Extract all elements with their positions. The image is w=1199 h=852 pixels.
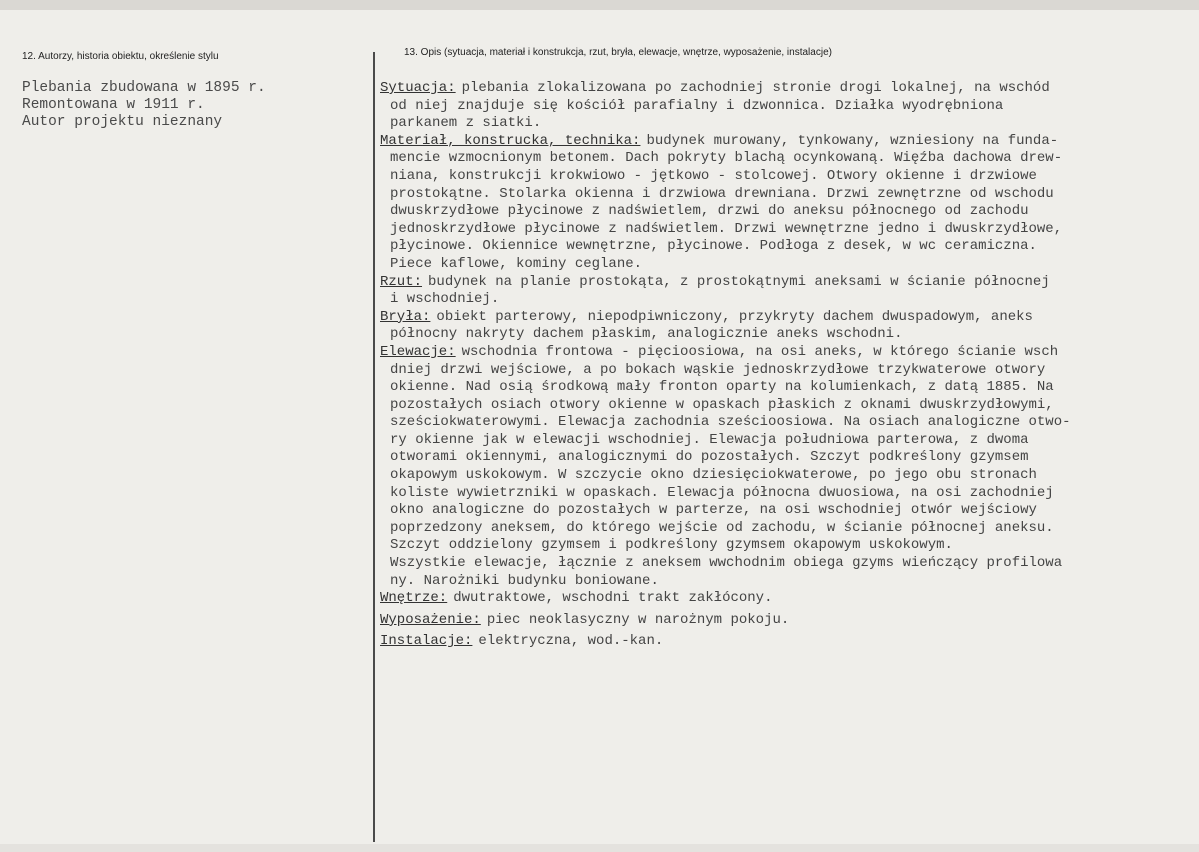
history-line: Plebania zbudowana w 1895 r.: [22, 80, 266, 96]
bryla-section: [380, 309, 1192, 327]
wyposazenie-section: [380, 612, 1192, 630]
elewacje-label: Elewacje:: [380, 343, 456, 360]
bryla-label: Bryła:: [380, 308, 431, 325]
wnetrze-section: [380, 590, 1192, 608]
text-line: Wszystkie elewacje, łącznie z aneksem wwchodnim obiega gzyms wieńczący profilowa: [390, 555, 1063, 572]
rzut-label: Rzut:: [380, 273, 423, 290]
history-column: [22, 80, 362, 131]
text-line: otworami okiennymi, analogicznymi do pozostałych. Szczyt podkreślony gzymsem: [390, 449, 1029, 466]
wyposazenie-label: Wyposażenie:: [380, 611, 481, 628]
text-line: Piece kaflowe, kominy ceglane.: [390, 255, 643, 272]
text-line: dwuskrzydłowe płycinowe z nadświetlem, drzwi do aneksu północnego od zachodu: [390, 203, 1029, 220]
scan-edge-top: [0, 0, 1199, 10]
description-column: [380, 80, 1192, 651]
text-line: plebania zlokalizowana po zachodniej stronie drogi lokalnej, na wschód: [461, 80, 1050, 96]
text-line: okno analogiczne do pozostałych w parterze, na osi wschodniej otwór wejściowy: [390, 502, 1037, 519]
text-line: budynek na planie prostokąta, z prostokątnymi aneksami w ścianie północnej: [428, 273, 1050, 290]
text-line: niana, konstrukcji krokwiowo - jętkowo - stolcowej. Otwory okienne i drzwiowe: [390, 167, 1037, 184]
text-line: mencie wzmocnionym betonem. Dach pokryty blachą ocynkowaną. Więźba dachowa drew-: [390, 150, 1063, 167]
column-divider: [373, 52, 375, 842]
history-line: Remontowana w 1911 r.: [22, 97, 205, 113]
text-line: obiekt parterowy, niepodpiwniczony, przykryty dachem dwuspadowym, aneks: [436, 308, 1033, 325]
text-line: prostokątne. Stolarka okienna i drzwiowa drewniana. Drzwi zewnętrzne od wschodu: [390, 185, 1054, 202]
text-line: koliste wywietrzniki w opaskach. Elewacja północna dwuosiowa, na osi zachodniej: [390, 484, 1054, 501]
scan-edge-bottom: [0, 844, 1199, 852]
wnetrze-label: Wnętrze:: [380, 590, 448, 607]
sytuacja-section: [380, 80, 1192, 98]
text-line: północny nakryty dachem płaskim, analogicznie aneks wschodni.: [390, 326, 903, 343]
instalacje-section: [380, 633, 1192, 651]
text-line: dwutraktowe, wschodni trakt zakłócony.: [453, 590, 773, 607]
elewacje-section: [380, 344, 1192, 362]
text-line: budynek murowany, tynkowany, wzniesiony na funda-: [646, 132, 1059, 149]
text-line: poprzedzony aneksem, do którego wejście od zachodu, w ścianie północnej aneksu.: [390, 519, 1054, 536]
field-13-header: 13. Opis (sytuacja, materiał i konstrukcja, rzut, bryła, elewacje, wnętrze, wyposażenie, instalacje): [404, 47, 832, 58]
text-line: od niej znajduje się kościół parafialny i dzwonnica. Działka wyodrębniona: [390, 97, 1004, 114]
text-line: ny. Narożniki budynku boniowane.: [390, 572, 659, 589]
text-line: piec neoklasyczny w narożnym pokoju.: [486, 611, 790, 628]
text-line: i wschodniej.: [390, 291, 500, 308]
text-line: Szczyt oddzielony gzymsem i podkreślony gzymsem okapowym uskokowym.: [390, 537, 953, 554]
rzut-section: [380, 274, 1192, 292]
text-line: ry okienne jak w elewacji wschodniej. Elewacja południowa parterowa, z dwoma: [390, 431, 1029, 448]
field-12-header: 12. Autorzy, historia obiektu, określenie stylu: [22, 51, 219, 62]
text-line: płycinowe. Okiennice wewnętrzne, płycinowe. Podłoga z desek, w wc ceramiczna.: [390, 238, 1037, 255]
instalacje-label: Instalacje:: [380, 633, 473, 650]
text-line: okienne. Nad osią środkową mały fronton oparty na kolumienkach, z datą 1885. Na: [390, 379, 1054, 396]
text-line: elektryczna, wod.-kan.: [478, 633, 664, 650]
history-line: Autor projektu nieznany: [22, 114, 223, 130]
text-line: pozostałych osiach otwory okienne w opaskach płaskich z oknami dwuskrzydłowymi,: [390, 396, 1054, 413]
sytuacja-label: Sytuacja:: [380, 80, 456, 96]
text-line: wschodnia frontowa - pięcioosiowa, na osi aneks, w którego ścianie wsch: [461, 343, 1059, 360]
material-section: [380, 133, 1192, 151]
text-line: sześciokwaterowymi. Elewacja zachodnia sześcioosiowa. Na osiach analogiczne otwo-: [390, 414, 1071, 431]
text-line: jednoskrzydłowe płycinowe z nadświetlem. Drzwi wewnętrzne jedno i dwuskrzydłowe,: [390, 220, 1063, 237]
material-label: Materiał, konstrucka, technika:: [380, 132, 641, 149]
text-line: okapowym uskokowym. W szczycie okno dziesięciokwaterowe, po jego obu stronach: [390, 467, 1037, 484]
text-line: dniej drzwi wejściowe, a po bokach wąskie jednoskrzydłowe trzykwaterowe otwory: [390, 361, 1046, 378]
text-line: parkanem z siatki.: [390, 115, 542, 132]
